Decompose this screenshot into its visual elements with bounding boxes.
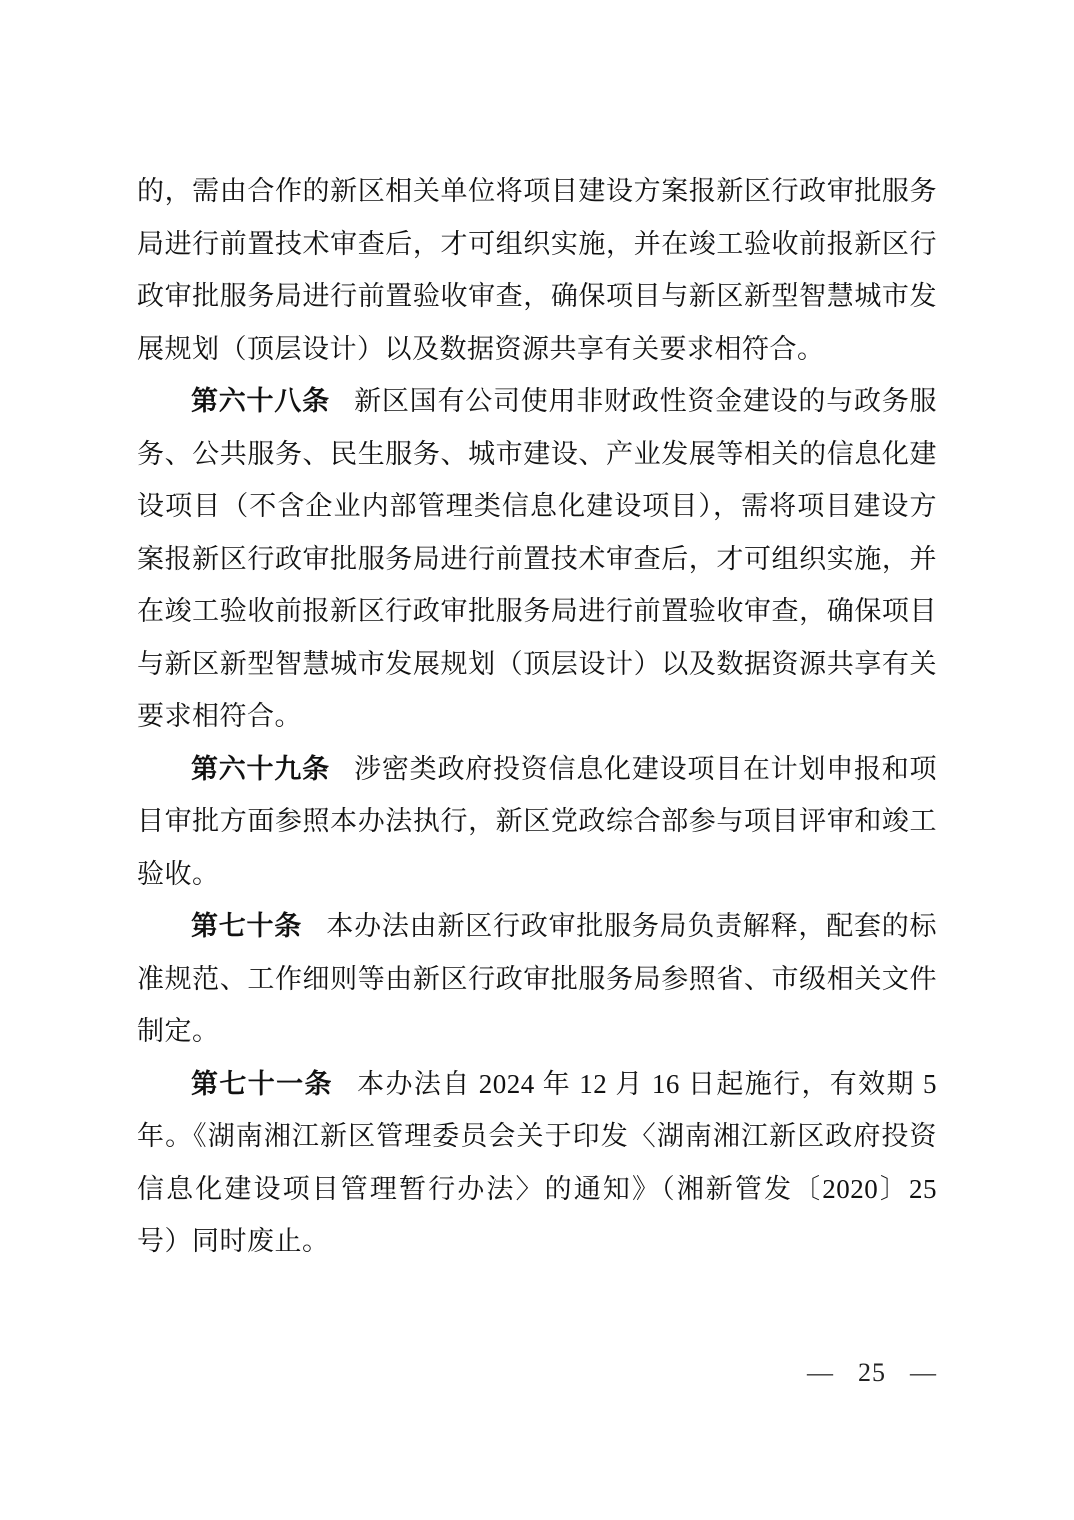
page-number-value: 25 — [858, 1358, 886, 1387]
paragraph-article-70 — [137, 900, 937, 1058]
article-68-text: 新区国有公司使用非财政性资金建设的与政务服务、公共服务、民生服务、城市建设、产业发展等相关的信息化建设项目（不含企业内部管理类信息化建设项目），需将项目建设方案报新区行政审批服务局进行前置技术审查后，才可组织实施，并在竣工验收前报新区行政审批服务局进行前置验收审查，确保项目与新区新型智慧城市发展规划（顶层设计）以及数据资源共享有关要求相符合。 — [137, 386, 938, 731]
article-69-number: 第六十九条 — [191, 753, 330, 784]
article-68-number: 第六十八条 — [191, 386, 330, 416]
page-number — [807, 1358, 937, 1388]
paragraph-continuation — [137, 165, 937, 375]
article-71-number: 第七十一条 — [191, 1068, 333, 1099]
paragraph-continuation-text: 的，需由合作的新区相关单位将项目建设方案报新区行政审批服务局进行前置技术审查后，才可组织实施，并在竣工验收前报新区行政审批服务局进行前置验收审查，确保项目与新区新型智慧城市发展规划（顶层设计）以及数据资源共享有关要求相符合。 — [137, 176, 937, 364]
article-70-number: 第七十条 — [191, 911, 303, 941]
paragraph-article-69 — [137, 743, 937, 901]
article-71-text: 本办法自 2024 年 12 月 16 日起施行，有效期 5 年。《湖南湘江新区管理委员会关于印发〈湖南湘江新区政府投资信息化建设项目管理暂行办法〉的通知》（湘新管发〔2020〕25 号）同时废止。 — [137, 1068, 938, 1256]
article-69-text: 涉密类政府投资信息化建设项目在计划申报和项目审批方面参照本办法执行，新区党政综合部参与项目评审和竣工验收。 — [137, 753, 938, 889]
paragraph-article-71 — [137, 1058, 937, 1268]
page-number-dash-left: — — [807, 1358, 834, 1387]
page-number-dash-right: — — [910, 1358, 937, 1387]
article-70-text: 本办法由新区行政审批服务局负责解释，配套的标准规范、工作细则等由新区行政审批服务局参照省、市级相关文件制定。 — [137, 911, 938, 1046]
paragraph-article-68 — [137, 375, 937, 743]
